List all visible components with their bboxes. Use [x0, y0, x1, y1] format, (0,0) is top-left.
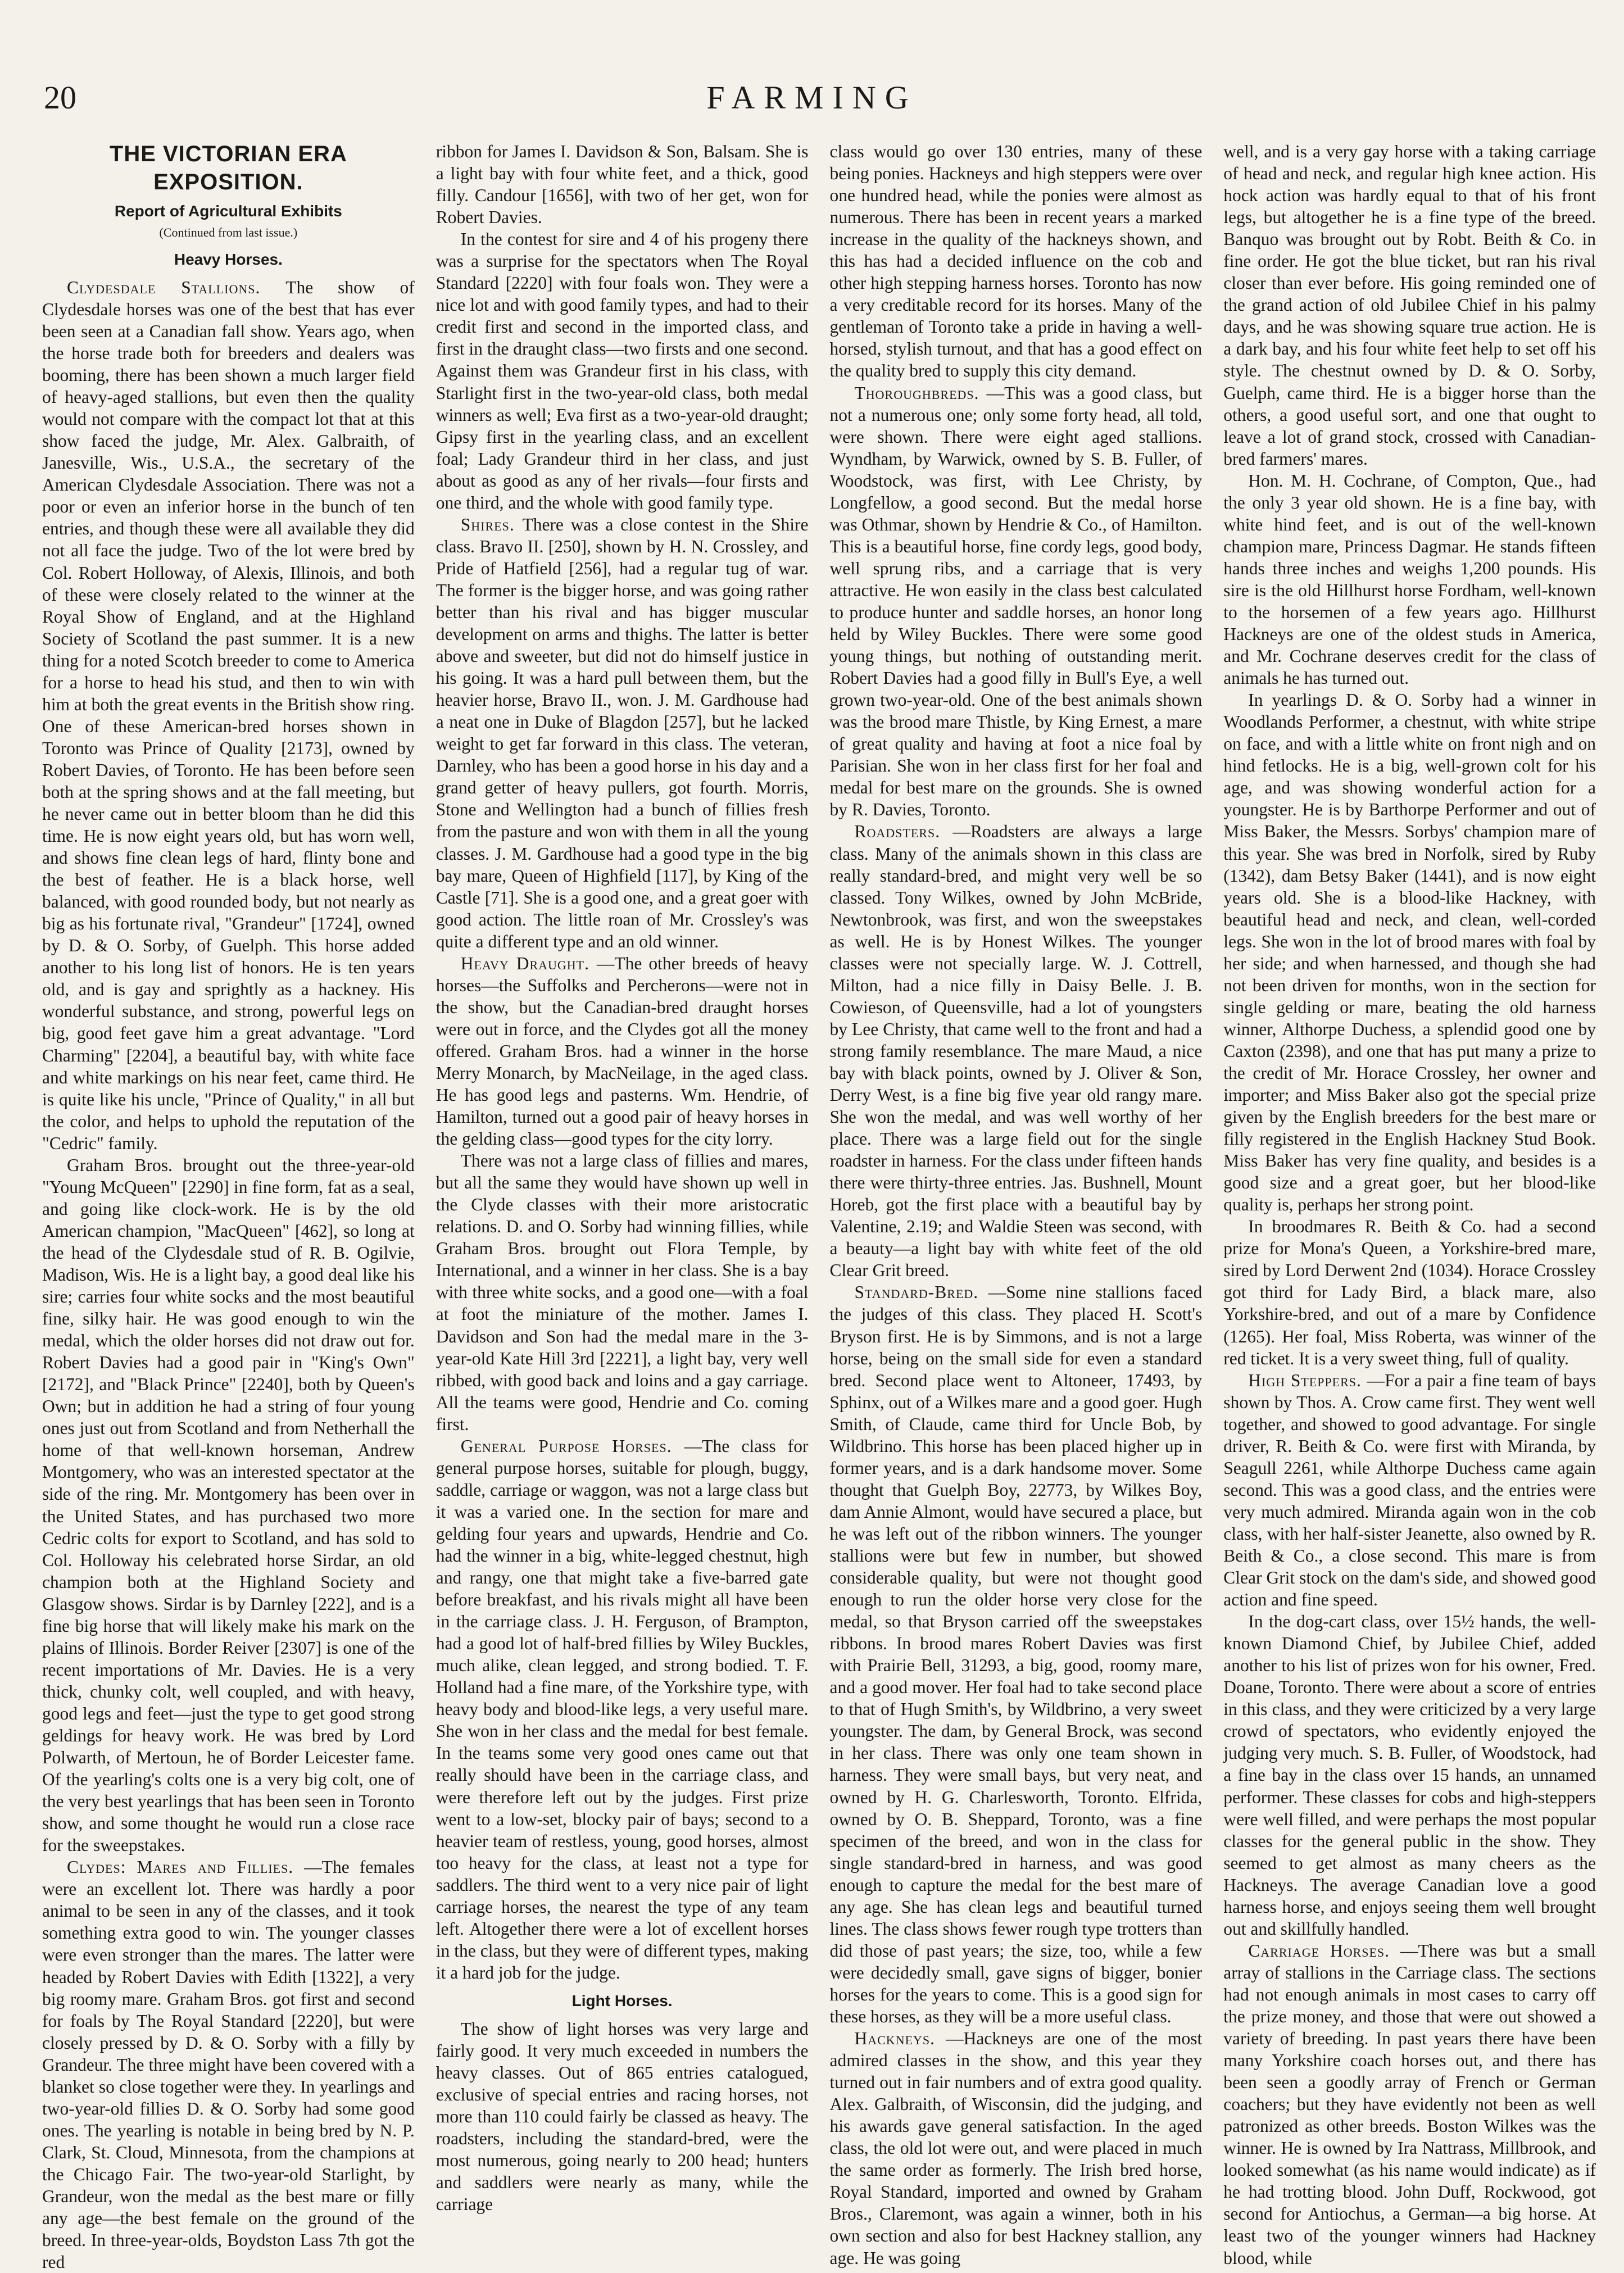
paragraph — [1223, 140, 1596, 470]
paragraph-lead: Shires. — [460, 514, 523, 534]
page-number: 20 — [44, 79, 76, 116]
paragraph-text: Hon. M. H. Cochrane, of Compton, Que., had the only 3 year old shown. He is a fine bay, with white hind feet, and is out of the well-known champion mare, Princess Dagmar. He stands fifteen hands three inches and weighs 1,200 pounds. His sire is the old Hillhurst horse Fordham, well-known to the horsemen of a few years ago. Hillhurst Hackneys are one of the oldest studs in America, and Mr. Cochrane deserves credit for the class of animals he has turned out. — [1223, 470, 1596, 688]
section-heading-heavy-horses: Heavy Horses. — [174, 251, 283, 269]
paragraph — [830, 1281, 1203, 2027]
column-3 — [829, 140, 1203, 2268]
column-4-paragraphs — [1223, 140, 1596, 2269]
paragraph-lead: Standard-Bred. — [854, 1282, 988, 1303]
paragraph-text: In the dog-cart class, over 15½ hands, the well-known Diamond Chief, by Jubilee Chief, added another to his list of prizes won for his owner, Fred. Doane, Toronto. There were about a score of entries in this class, and they were criticized by a very large crowd of spectators, who evidently enjoyed the judging very much. S. B. Fuller, of Woodstock, had a fine bay in the class over 15 hands, an unnamed performer. These classes for cobs and high-steppers were well filled, and were perhaps the most popular classes for the general public in the show. They seemed to get almost as many cheers as the Hackneys. The average Canadian love a good harness horse, and enjoys seeing them well brought out and skillfully handled. — [1223, 1612, 1596, 1939]
paragraph-text: —This was a good class, but not a numerous one; only some forty head, all told, were shown. There were eight aged stallions. Wyndham, by Warwick, owned by S. B. Fuller, of Woodstock, was first, with Lee Christy, by Longfellow, a good second. But the medal horse was Othmar, shown by Hendrie & Co., of Hamilton. This is a beautiful horse, fine cordy legs, good body, well sprung ribs, and a carriage that is very attractive. He won easily in the class best calculated to produce hunter and saddle horses, an honor long held by Wiley Buckles. There were some good young things, but nothing of outstanding merit. Robert Davies had a good filly in Bull's Eye, a well grown two-year-old. One of the best animals shown was the brood mare Thistle, by King Ernest, a mare of great quality and having at foot a nice foal by Parisian. She won in her class first for her foal and medal for best mare on the grounds. She is owned by R. Davies, Toronto. — [829, 383, 1203, 820]
paragraph-text: well, and is a very gay horse with a taking carriage of head and neck, and regular high knee action. His hock action was hardly equal to that of his front legs, but altogether he is a fine type of the breed. Banquo was brought out by Robt. Beith & Co. in fine order. He got the blue ticket, but ran his rival closer than ever before. His going reminded one of the grand action of old Jubilee Chief in his palmy days, and he was showing square true action. He is a dark bay, and his four white feet help to set off his style. The chestnut owned by D. & O. Sorby, Guelph, came third. He is a bigger horse than the others, a good useful sort, and one that ought to leave a lot of grand stock, crossed with Canadian-bred farmers' mares. — [1223, 142, 1596, 469]
paragraph — [42, 1154, 415, 1857]
paragraph-text: In yearlings D. & O. Sorby had a winner in Woodlands Performer, a chestnut, with white stripe on face, and with a little white on front nigh and on hind fetlocks. He is a big, well-grown colt for his age, and was showing wonderful action for a youngster. He is by Barthorpe Performer and out of Miss Baker, the Messrs. Sorbys' champion mare of this year. She was bred in Norfolk, sired by Ruby (1342), dam Betsy Baker (1441), and is now eight years old. She is a blood-like Hackney, with beautiful head and neck, and clean, well-corded legs. She won in the lot of brood mares with foal by her side; and when harnessed, and though she had not been driven for months, won in the section for single gelding or mare, beating the old harness winner, Althorpe Duchess, a splendid good one by Caxton (2398), and one that has put many a prize to the credit of Mr. Horace Crossley, her owner and importer; and Miss Baker also got the special prize given by the English breeders for the best mare or filly registered in the English Hackney Stud Book. Miss Baker has very fine quality, and besides is a good size and a great goer, but her blood-like quality is, perhaps her strong point. — [1223, 690, 1596, 1215]
paragraph — [436, 140, 809, 228]
paragraph — [42, 276, 415, 1154]
paragraph-text: —The other breeds of heavy horses—the Suffolks and Percherons—were not in the show, but the Canadian-bred draught horses were out in force, and the Clydes got all the money offered. Graham Bros. had a winner in the horse Merry Monarch, by MacNeilage, in the aged class. He has good legs and pasterns. Wm. Hendrie, of Hamilton, turned out a good pair of heavy horses in the gelding class—good types for the city lorry. — [436, 953, 809, 1149]
paragraph — [830, 140, 1203, 382]
paragraph — [436, 228, 809, 514]
article-title: THE VICTORIAN ERA EXPOSITION. — [109, 142, 347, 194]
column-1 — [42, 140, 415, 2272]
paragraph-text: In the contest for sire and 4 of his progeny there was a surprise for the spectators when The Royal Standard [2220] with four foals won. They were a nice lot and with good family types, and had to their credit first and second in the imported class, and first in the draught class—two firsts and one second. Against them was Grandeur first in his class, with Starlight first in the two-year-old class, both medal winners as well; Eva first as a two-year-old draught; Gipsy first in the yearling class, and an excellent foal; Lady Grandeur third in her class, and just about as good as any of her rivals—four firsts and one third, and the whole with good family type. — [436, 229, 809, 512]
paragraph — [830, 820, 1203, 1281]
column-1-paragraphs — [42, 276, 415, 2273]
paragraph — [1223, 1215, 1596, 1369]
paragraph-lead: Heavy Draught. — [460, 953, 597, 973]
paragraph — [42, 1856, 415, 2273]
paragraph — [830, 2027, 1203, 2269]
paragraph-lead: Hackneys. — [854, 2029, 946, 2049]
paragraph — [436, 2018, 809, 2215]
paragraph — [436, 1435, 809, 1984]
paragraph-text: —The females were an excellent lot. There was hardly a poor animal to be seen in any of the classes, and it took something extra good to win. The younger classes were even stronger than the mares. The latter were headed by Robert Davies with Edith [1322], a very big roomy mare. Graham Bros. got first and second for foals by The Royal Standard [2220], but were closely pressed by D. & O. Sorby with a filly by Grandeur. The three might have been covered with a blanket so close together were they. In yearlings and two-year-old fillies D. & O. Sorby had some good ones. The yearling is notable in being bred by N. P. Clark, St. Cloud, Minnesota, from the champions at the Chicago Fair. The two-year-old Starlight, by Grandeur, won the medal as the best mare or filly any age—the best female on the ground of the breed. In three-year-olds, Boydston Lass 7th got the red — [42, 1857, 415, 2272]
column-4 — [1223, 140, 1596, 2268]
paragraph-lead: Thoroughbreds. — [854, 383, 987, 403]
paragraph-text: —There was but a small array of stallions in the Carriage class. The sections had not enough animals in most cases to carry off the prize money, and those that were out showed a variety of breeding. In past years there have been many Yorkshire coach horses out, and there has been seen a goodly array of French or German coachers; but they have evidently not been as well patronized as other breeds. Boston Wilkes was the winner. He is owned by Ira Nattrass, Millbrook, and looked somewhat (as his name would indicate) as if he had trotting blood. John Duff, Rockwood, got second for Antiochus, a German—a big horse. At least two of the younger winners had Hackney blood, while — [1223, 1940, 1596, 2268]
paragraph-text: There was a close contest in the Shire class. Bravo II. [250], shown by H. N. Crossley, and Pride of Hatfield [256], had a regular tug of war. The former is the bigger horse, and was going rather better than his rival and has bigger muscular development on arms and thighs. The latter is better above and sweeter, but did not do himself justice in his going. It was a hard pull between them, but the heavier horse, Bravo II., won. J. M. Gardhouse had a neat one in Duke of Blagdon [257], but he lacked weight to get far forward in this class. The veteran, Darnley, who has been a good horse in his day and a grand getter of heavy pullers, got fourth. Morris, Stone and Wellington had a bunch of fillies fresh from the pasture and won with them in all the young classes. J. M. Gardhouse had a good type in the big bay mare, Queen of Highfield [117], by King of the Castle [71]. She is a good one, and a great goer with good action. The little roan of Mr. Crossley's was quite a different type and an old winner. — [436, 514, 809, 951]
paragraph-lead: Carriage Horses. — [1248, 1940, 1400, 1961]
paragraph — [436, 1150, 809, 1435]
paragraph-lead: Roadsters. — [854, 822, 953, 842]
section-heading-light-horses: Light Horses. — [571, 1991, 673, 2009]
paragraph — [1223, 689, 1596, 1215]
paragraph-text: ribbon for James I. Davidson & Son, Balsam. She is a light bay with four white feet, and a thick, good filly. Candour [1656], with two of her get, won for Robert Davies. — [436, 142, 809, 228]
paragraph-text: —Some nine stallions faced the judges of this class. They placed H. Scott's Bryson first. He is by Simmons, and is not a large horse, being on the small side for even a standard bred. Second place went to Altoneer, 17493, by Sphinx, out of a Wilkes mare and a good goer. Hugh Smith, of Claude, came third for Uncle Bob, by Wildbrino. This horse has been placed higher up in former years, and is a dark handsome mover. Some thought that Guelph Boy, 22773, by Wilkes Boy, dam Annie Almont, would have secured a place, but he was left out of the ribbon winners. The younger stallions were but few in number, but showed considerable quality, but were not thought good enough to run the older horse very close for the medal, so that Bryson carried off the sweepstakes ribbons. In brood mares Robert Davies was first with Prairie Bell, 31293, a big, good, roomy mare, and a good mover. Her foal had to take second place to that of Hugh Smith's, by Wildbrino, a very sweet youngster. The dam, by General Brock, was second in her class. There was only one team shown in harness. They were small bays, but very neat, and owned by H. G. Charlesworth, Toronto. Elfrida, owned by O. B. Sheppard, Toronto, was a fine specimen of the breed, and won in the class for single standard-bred in harness, and was good enough to capture the medal for the best mare of any age. She has clean legs and beautiful turned lines. The class shows fewer rough type trotters than did those of past years; the size, too, while a few were decidedly small, gave signs of bigger, bonier horses for the years to come. This is a good sign for these horses, as they will be a more useful class. — [829, 1282, 1203, 2026]
paragraph-text: There was not a large class of fillies and mares, but all the same they would have shown up well in the Clyde classes with their more aristocratic relations. D. and O. Sorby had winning fillies, while Graham Bros. brought out Flora Temple, by International, and a winner in her class. She is a bay with three white socks, and a good one—with a foal at foot the miniature of the mother. James I. Davidson and Son had the medal mare in the 3-year-old Kate Hill 3rd [2221], a light bay, very well ribbed, with good back and loins and a gay carriage. All the teams were good, Hendrie and Co. coming first. — [436, 1151, 809, 1434]
paragraph-lead: High Steppers. — [1248, 1370, 1367, 1390]
paragraph-text: —Hackneys are one of the most admired classes in the show, and this year they turned out in fair numbers and of extra good quality. Alex. Galbraith, of Wisconsin, did the judging, and his awards gave general satisfaction. In the aged class, the old lot were out, and were placed in much the same order as formerly. The Irish bred horse, Royal Standard, imported and owned by Graham Bros., Claremont, was again a winner, both in his own section and also for best Hackney stallion, any age. He was going — [829, 2029, 1203, 2268]
paragraph-lead: Clydesdale Stallions. — [67, 277, 286, 297]
article-subtitle: Report of Agricultural Exhibits — [114, 202, 342, 220]
paragraph-lead: General Purpose Horses. — [460, 1436, 684, 1456]
paragraph — [1223, 470, 1596, 689]
paragraph-text: The show of Clydesdale horses was one of the best that has ever been seen at a Canadian fall show. Years ago, when the horse trade both for breeders and dealers was booming, there has been shown a much larger field of heavy-aged stallions, but even then the quality would not compare with the compact lot that at this show faced the judge, Mr. Alex. Galbraith, of Janesville, Wis., U.S.A., the secretary of the American Clydesdale Association. There was not a poor or even an inferior horse in the bunch of ten entries, and though these were all available they did not all face the judge. Two of the lot were bred by Col. Robert Holloway, of Alexis, Illinois, and both of these were closely related to the winner at the Royal Show of England, and at the Highland Society of Scotland the past summer. It is a new thing for a noted Scotch breeder to come to America for a horse to head his stud, and then to win with him at both the great events in the British show ring. One of these American-bred horses shown in Toronto was Prince of Quality [2173], owned by Robert Davies, of Toronto. He has been before seen both at the spring shows and at the fall meeting, but he never came out in better bloom than he did this time. He is now eight years old, but has worn well, and shows fine clean legs of hard, flinty bone and the best of feather. He is a black horse, well balanced, with good rounded body, but not nearly as big as his fortunate rival, "Grandeur" [1724], owned by D. & O. Sorby, of Guelph. This horse added another to his long list of honors. He is ten years old, and is gay and sprightly as a hackney. His wonderful substance, and strong, powerful legs on big, good feet gave him a great advantage. "Lord Charming" [2204], a beautiful bay, with white face and white markings on his near feet, came third. He is quite like his uncle, "Prince of Quality," in all but the color, and helps to uphold the reputation of the "Cedric" family. — [42, 277, 415, 1153]
paragraph-text: —The class for general purpose horses, suitable for plough, buggy, saddle, carriage or waggon, was not a large class but it was a varied one. In the section for mare and gelding four years and upwards, Hendrie and Co. had the winner in a big, white-legged chestnut, high and rangy, one that might take a five-barred gate before breakfast, and his rivals might all have been in the carriage class. J. H. Ferguson, of Brampton, had a good lot of half-bred fillies by Wiley Buckles, much alike, clean legged, and strong bodied. T. F. Holland had a fine mare, of the Yorkshire type, with heavy body and blood-like legs, a very useful mare. She won in her class and the medal for best female. In the teams some very good ones came out that really should have been in the carriage class, and were therefore left out by the judges. First prize went to a low-set, blocky pair of bays; second to a heavier team of restless, young, good horses, almost too heavy for the class, at least not a type for saddlers. The third went to a very nice pair of light carriage horses, the nearest the type of any team left. Altogether there were a lot of excellent horses in the class, but they were of different types, making it a hard job for the judge. — [436, 1436, 809, 1982]
continued-note: (Continued from last issue.) — [159, 225, 298, 239]
paragraph-text: —Roadsters are always a large class. Many of the animals shown in this class are really standard-bred, and might very well be so classed. Tony Wilkes, owned by John McBride, Newtonbrook, was first, and won the sweepstakes as well. He is by Honest Wilkes. The younger classes were not specially large. W. J. Cottrell, Milton, had a nice filly in Daisy Belle. J. B. Cowieson, of Queensville, had a lot of youngsters by Lee Christy, that came well to the front and had a strong family resemblance. The mare Maud, a nice bay with black points, owned by J. Oliver & Son, Derry West, is a fine big five year old rangy mare. She won the medal, and was well worthy of her place. There was a large field out for the single roadster in harness. For the class under fifteen hands there were thirty-three entries. Jas. Bushnell, Mount Horeb, got the first place with a beautiful bay by Valentine, 2.19; and Waldie Steen was second, with a beauty—a light bay with white feet of the old Clear Grit breed. — [829, 822, 1203, 1281]
paragraph — [830, 382, 1203, 821]
column-2 — [436, 140, 809, 2215]
journal-title: FARMING — [706, 79, 918, 116]
paragraph-text: The show of light horses was very large and fairly good. It very much exceeded in numbers the heavy classes. Out of 865 entries catalogued, exclusive of special entries and racing horses, not more than 110 could fairly be classed as heavy. The roadsters, including the standard-bred, were the most numerous, going nearly to 200 head; hunters and saddlers were nearly as many, while the carriage — [436, 2018, 809, 2215]
running-header — [34, 79, 1590, 129]
column-2-paragraphs — [436, 140, 809, 2215]
column-3-paragraphs — [830, 140, 1203, 2269]
text-columns — [42, 140, 1596, 2272]
paragraph-text: class would go over 130 entries, many of these being ponies. Hackneys and high steppers were over one hundred head, while the ponies were almost as numerous. There has been in recent years a marked increase in the quality of the hackneys shown, and this has had a decided influence on the cob and other high stepping harness horses. Toronto has now a very creditable record for its horses. Many of the gentleman of Toronto take a pride in having a well-horsed, stylish turnout, and that has a good effect on the quality bred to supply this city demand. — [829, 142, 1203, 381]
paragraph — [1223, 1940, 1596, 2269]
paragraph-text: In broodmares R. Beith & Co. had a second prize for Mona's Queen, a Yorkshire-bred mare, sired by Lord Derwent 2nd (1034). Horace Crossley got third for Lady Bird, a black mare, also Yorkshire-bred, and out of a mare by Confidence (1265). Her foal, Miss Roberta, was winner of the red ticket. It is a very sweet thing, full of quality. — [1223, 1217, 1596, 1368]
paragraph-text: —For a pair a fine team of bays shown by Thos. A. Crow came first. They went well together, and showed to good advantage. For single driver, R. Beith & Co. were first with Miranda, by Seagull 2261, while Althorpe Duchess came again second. This was a good class, and the entries were very much admired. Miranda again won in the cob class, with her half-sister Jeanette, also owned by R. Beith & Co., a close second. This mare is from Clear Grit stock on the dam's side, and showed good action and fine speed. — [1223, 1370, 1596, 1610]
paragraph-text: Graham Bros. brought out the three-year-old "Young McQueen" [2290] in fine form, fat as a seal, and going like clock-work. He is by the old American champion, "MacQueen" [462], so long at the head of the Clydesdale stud of R. B. Ogilvie, Madison, Wis. He is a light bay, a good deal like his sire; carries four white socks and the most beautiful fine, silky hair. He was good enough to win the medal, which the older horses did not draw out for. Robert Davies had a good pair in "King's Own" [2172], and "Black Prince" [2240], both by Queen's Own; but in addition he had a string of four young ones just out from Scotland and from Netherhall the home of that well-known horseman, Andrew Montgomery, who was an interested spectator at the side of the ring. Mr. Montgomery has been over in the United States, and has purchased two more Cedric colts for export to Scotland, and has sold to Col. Holloway his celebrated horse Sirdar, an old champion both at the Highland Society and Glasgow shows. Sirdar is by Darnley [222], and is a fine big horse that will likely make his mark on the plains of Illinois. Border Reiver [2307] is one of the recent importations of Mr. Davies. He is a very thick, chunky colt, well coupled, and with heavy, good legs and feet—just the type to get good strong geldings for heavy work. He was bred by Lord Polwarth, of Mertoun, he of Border Leicester fame. Of the yearling's colts one is a very big colt, one of the very best yearlings that has been seen in Toronto show, and some thought he would run a close race for the sweepstakes. — [42, 1155, 415, 1855]
paragraph — [1223, 1369, 1596, 1611]
paragraph — [436, 514, 809, 952]
paragraph — [436, 952, 809, 1150]
paragraph-lead: Clydes: Mares and Fillies. — [67, 1857, 305, 1877]
paragraph — [1223, 1610, 1596, 1940]
